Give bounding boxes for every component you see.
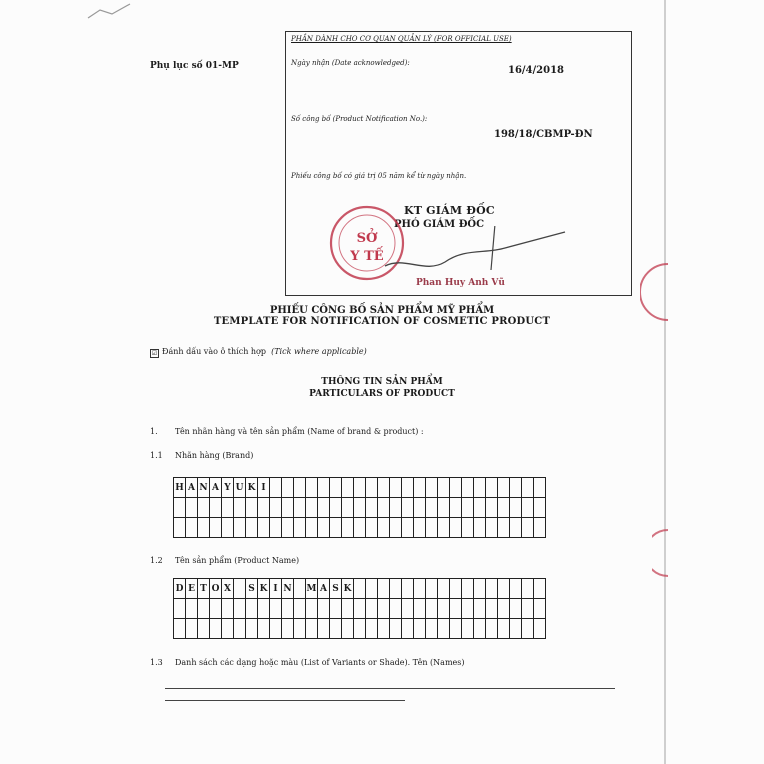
grid-cell — [534, 498, 546, 518]
grid-cell — [462, 599, 474, 619]
grid-cell: K — [246, 478, 258, 498]
grid-cell — [174, 619, 186, 639]
grid-cell — [330, 599, 342, 619]
grid-cell — [210, 599, 222, 619]
grid-cell — [534, 599, 546, 619]
grid-cell — [474, 619, 486, 639]
grid-cell — [522, 579, 534, 599]
grid-cell — [486, 579, 498, 599]
checkbox-icon: ☑ — [151, 350, 158, 357]
grid-cell — [378, 599, 390, 619]
grid-cell — [318, 478, 330, 498]
grid-cell — [282, 478, 294, 498]
form-title-vi: PHIẾU CÔNG BỐ SẢN PHẨM MỸ PHẨM — [269, 305, 495, 316]
grid-cell — [222, 498, 234, 518]
grid-cell — [366, 599, 378, 619]
notification-no-value: 198/18/CBMP-ĐN — [494, 129, 593, 140]
grid-cell — [522, 518, 534, 538]
grid-cell — [342, 518, 354, 538]
date-acknowledged-value: 16/4/2018 — [508, 65, 565, 76]
grid-cell: Y — [222, 478, 234, 498]
grid-cell — [450, 579, 462, 599]
grid-cell — [342, 498, 354, 518]
grid-cell — [270, 518, 282, 538]
grid-cell — [294, 619, 306, 639]
grid-cell — [510, 579, 522, 599]
corner-scribble-icon — [86, 0, 136, 24]
stamp-text-line2: Y TẾ — [350, 249, 384, 264]
grid-cell: K — [342, 579, 354, 599]
grid-cell — [294, 478, 306, 498]
grid-cell — [402, 619, 414, 639]
grid-cell — [486, 518, 498, 538]
notification-no-label: Số công bố (Product Notification No.): — [291, 115, 428, 123]
date-acknowledged-label: Ngày nhận (Date acknowledged): — [291, 59, 410, 67]
grid-cell — [402, 478, 414, 498]
grid-cell — [498, 619, 510, 639]
product-name-grid — [173, 578, 546, 639]
grid-cell — [414, 498, 426, 518]
grid-cell — [378, 619, 390, 639]
grid-cell — [486, 478, 498, 498]
grid-cell — [318, 599, 330, 619]
grid-cell — [294, 518, 306, 538]
grid-cell — [534, 579, 546, 599]
grid-cell — [426, 619, 438, 639]
grid-cell — [258, 518, 270, 538]
grid-cell — [210, 619, 222, 639]
item-1-number: 1. — [150, 427, 158, 436]
partial-stamp-edge-lower — [652, 528, 670, 578]
grid-cell — [270, 599, 282, 619]
grid-cell — [354, 599, 366, 619]
grid-cell — [498, 478, 510, 498]
grid-cell — [462, 498, 474, 518]
grid-cell — [198, 518, 210, 538]
official-header: PHẦN DÀNH CHO CƠ QUAN QUẢN LÝ (FOR OFFICIAL USE) — [291, 35, 512, 43]
stamp-text-line1: SỞ — [356, 231, 378, 246]
variants-line-2 — [165, 700, 405, 701]
grid-cell — [426, 478, 438, 498]
appendix-label: Phụ lục số 01-MP — [150, 61, 239, 71]
grid-cell — [390, 518, 402, 538]
grid-cell — [222, 619, 234, 639]
form-title-en: TEMPLATE FOR NOTIFICATION OF COSMETIC PRODUCT — [213, 316, 551, 327]
grid-cell — [402, 518, 414, 538]
grid-cell — [390, 498, 402, 518]
grid-cell — [426, 498, 438, 518]
grid-cell — [270, 478, 282, 498]
grid-cell — [258, 498, 270, 518]
item-1-2-number: 1.2 — [150, 556, 163, 565]
grid-cell — [462, 478, 474, 498]
signature-mark — [375, 226, 575, 286]
grid-cell: N — [198, 478, 210, 498]
grid-cell — [522, 478, 534, 498]
grid-cell — [294, 599, 306, 619]
grid-cell — [270, 619, 282, 639]
grid-cell — [462, 518, 474, 538]
grid-cell — [354, 478, 366, 498]
grid-cell — [414, 619, 426, 639]
item-1-text: Tên nhãn hàng và tên sản phẩm (Name of brand & product) : — [175, 427, 424, 436]
grid-cell — [486, 619, 498, 639]
grid-cell — [186, 619, 198, 639]
grid-cell — [378, 579, 390, 599]
grid-cell — [234, 599, 246, 619]
grid-cell — [438, 478, 450, 498]
grid-cell — [318, 619, 330, 639]
tick-instruction — [150, 347, 367, 358]
grid-cell — [294, 498, 306, 518]
grid-cell — [330, 518, 342, 538]
grid-cell — [198, 498, 210, 518]
brand-name-grid — [173, 477, 546, 538]
grid-cell — [354, 619, 366, 639]
grid-cell — [462, 619, 474, 639]
grid-cell: X — [222, 579, 234, 599]
grid-cell — [426, 579, 438, 599]
grid-cell — [186, 498, 198, 518]
grid-cell — [414, 599, 426, 619]
tick-note-en: (Tick where applicable) — [271, 347, 367, 356]
grid-cell — [270, 498, 282, 518]
grid-cell — [282, 619, 294, 639]
grid-cell: I — [270, 579, 282, 599]
grid-cell — [210, 498, 222, 518]
item-1-3-number: 1.3 — [150, 658, 163, 667]
grid-cell — [210, 518, 222, 538]
grid-cell — [234, 518, 246, 538]
grid-cell — [174, 599, 186, 619]
item-1-2-text: Tên sản phẩm (Product Name) — [175, 556, 300, 565]
grid-cell — [378, 478, 390, 498]
grid-cell — [414, 478, 426, 498]
grid-cell — [402, 599, 414, 619]
grid-cell — [498, 498, 510, 518]
grid-cell: A — [186, 478, 198, 498]
grid-cell — [366, 579, 378, 599]
grid-cell — [306, 478, 318, 498]
grid-cell — [294, 579, 306, 599]
grid-cell — [222, 599, 234, 619]
grid-cell — [342, 478, 354, 498]
grid-cell — [366, 498, 378, 518]
grid-cell — [438, 498, 450, 518]
validity-note: Phiếu công bố có giá trị 05 năm kể từ ngày nhận. — [291, 172, 467, 180]
grid-cell — [306, 518, 318, 538]
grid-cell — [534, 518, 546, 538]
grid-cell — [246, 619, 258, 639]
grid-cell — [390, 478, 402, 498]
grid-cell: U — [234, 478, 246, 498]
grid-cell — [330, 498, 342, 518]
grid-cell — [402, 498, 414, 518]
grid-cell — [174, 498, 186, 518]
grid-cell — [258, 619, 270, 639]
grid-cell — [534, 619, 546, 639]
grid-cell — [366, 619, 378, 639]
item-1-3-text: Danh sách các dạng hoặc màu (List of Variants or Shade). Tên (Names) — [175, 658, 465, 667]
grid-cell — [474, 518, 486, 538]
grid-cell — [510, 599, 522, 619]
grid-cell — [438, 579, 450, 599]
grid-cell — [510, 478, 522, 498]
grid-cell — [486, 498, 498, 518]
section-title-vi: THÔNG TIN SẢN PHẨM — [321, 377, 443, 387]
grid-cell — [306, 619, 318, 639]
grid-cell — [234, 498, 246, 518]
grid-cell: S — [330, 579, 342, 599]
grid-cell — [390, 599, 402, 619]
grid-cell — [450, 599, 462, 619]
grid-cell — [318, 518, 330, 538]
grid-cell: H — [174, 478, 186, 498]
grid-cell — [438, 518, 450, 538]
section-title-en: PARTICULARS OF PRODUCT — [309, 389, 455, 399]
grid-cell: I — [258, 478, 270, 498]
grid-cell — [234, 619, 246, 639]
grid-cell — [402, 579, 414, 599]
grid-cell — [186, 599, 198, 619]
grid-cell — [522, 498, 534, 518]
grid-cell — [438, 599, 450, 619]
grid-cell — [486, 599, 498, 619]
grid-cell: T — [198, 579, 210, 599]
grid-cell: M — [306, 579, 318, 599]
grid-cell — [198, 619, 210, 639]
grid-cell — [390, 619, 402, 639]
grid-cell: E — [186, 579, 198, 599]
grid-cell — [198, 599, 210, 619]
grid-cell — [306, 599, 318, 619]
grid-cell — [330, 619, 342, 639]
grid-cell: O — [210, 579, 222, 599]
grid-cell — [474, 478, 486, 498]
grid-cell — [366, 518, 378, 538]
grid-cell — [498, 599, 510, 619]
grid-cell — [234, 579, 246, 599]
grid-cell — [474, 579, 486, 599]
grid-cell — [282, 498, 294, 518]
grid-cell — [318, 498, 330, 518]
grid-cell: D — [174, 579, 186, 599]
grid-cell — [246, 498, 258, 518]
signer-title-2: PHÓ GIÁM ĐỐC — [394, 219, 485, 230]
grid-cell — [474, 599, 486, 619]
grid-cell — [474, 498, 486, 518]
grid-cell — [246, 599, 258, 619]
grid-cell — [426, 599, 438, 619]
grid-cell — [258, 599, 270, 619]
grid-cell — [222, 518, 234, 538]
grid-cell — [510, 619, 522, 639]
grid-cell — [354, 498, 366, 518]
grid-cell — [498, 518, 510, 538]
grid-cell — [414, 579, 426, 599]
grid-cell — [450, 619, 462, 639]
grid-cell — [330, 478, 342, 498]
grid-cell — [246, 518, 258, 538]
grid-cell — [378, 518, 390, 538]
tick-note-vi: Đánh dấu vào ô thích hợp — [162, 347, 266, 356]
grid-cell — [282, 518, 294, 538]
grid-cell — [522, 619, 534, 639]
grid-cell — [522, 599, 534, 619]
grid-cell — [450, 518, 462, 538]
grid-cell — [342, 619, 354, 639]
grid-cell — [510, 498, 522, 518]
grid-cell: N — [282, 579, 294, 599]
item-1-1-number: 1.1 — [150, 451, 163, 460]
signer-title-1: KT GIÁM ĐỐC — [404, 204, 495, 217]
grid-cell: S — [246, 579, 258, 599]
grid-cell — [438, 619, 450, 639]
grid-cell — [366, 478, 378, 498]
variants-line-1 — [165, 688, 615, 689]
grid-cell — [498, 579, 510, 599]
grid-cell — [186, 518, 198, 538]
grid-cell — [342, 599, 354, 619]
grid-cell — [426, 518, 438, 538]
grid-cell — [462, 579, 474, 599]
grid-cell: A — [210, 478, 222, 498]
grid-cell: K — [258, 579, 270, 599]
grid-cell — [450, 478, 462, 498]
grid-cell — [510, 518, 522, 538]
grid-cell — [534, 478, 546, 498]
grid-cell — [378, 498, 390, 518]
grid-cell — [354, 518, 366, 538]
grid-cell — [282, 599, 294, 619]
grid-cell: A — [318, 579, 330, 599]
item-1-1-text: Nhãn hàng (Brand) — [175, 451, 254, 460]
grid-cell — [450, 498, 462, 518]
grid-cell — [354, 579, 366, 599]
grid-cell — [306, 498, 318, 518]
grid-cell — [414, 518, 426, 538]
grid-cell — [390, 579, 402, 599]
grid-cell — [174, 518, 186, 538]
signer-name: Phan Huy Anh Vũ — [416, 278, 505, 288]
